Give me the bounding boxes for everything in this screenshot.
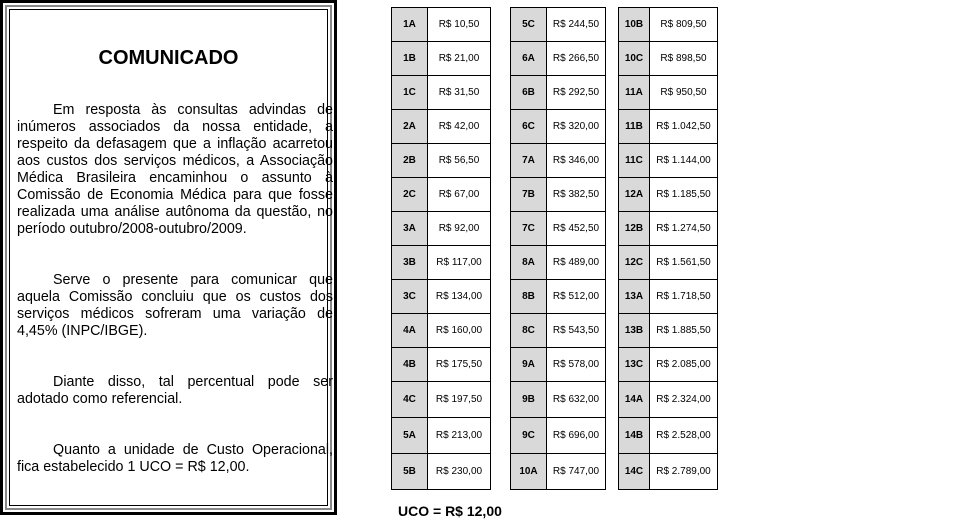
table-row	[619, 212, 718, 246]
table-row	[511, 178, 606, 212]
table-row	[619, 382, 718, 418]
notice-paragraph-3: Diante disso, tal percentual pode ser adotado como referencial.	[17, 374, 333, 407]
table-row	[511, 454, 606, 490]
table-row	[392, 42, 491, 76]
procedure-code: 2B	[392, 144, 428, 178]
table-row	[619, 348, 718, 382]
table-row	[511, 382, 606, 418]
procedure-code: 5A	[392, 418, 428, 454]
procedure-price: R$ 92,00	[428, 212, 491, 246]
procedure-price: R$ 21,00	[428, 42, 491, 76]
table-row	[619, 314, 718, 348]
procedure-code: 10B	[619, 8, 650, 42]
procedure-code: 10C	[619, 42, 650, 76]
procedure-code: 6B	[511, 76, 547, 110]
procedure-code: 8B	[511, 280, 547, 314]
price-table-2	[510, 7, 606, 490]
procedure-price: R$ 543,50	[547, 314, 606, 348]
procedure-code: 3A	[392, 212, 428, 246]
table-row	[511, 42, 606, 76]
procedure-code: 5C	[511, 8, 547, 42]
procedure-price: R$ 950,50	[650, 76, 718, 110]
procedure-code: 2C	[392, 178, 428, 212]
price-table-3	[618, 7, 718, 490]
table-row	[619, 178, 718, 212]
procedure-price: R$ 747,00	[547, 454, 606, 490]
procedure-price: R$ 696,00	[547, 418, 606, 454]
procedure-price: R$ 632,00	[547, 382, 606, 418]
procedure-code: 10A	[511, 454, 547, 490]
table-row	[511, 418, 606, 454]
table-row	[392, 110, 491, 144]
procedure-price: R$ 2.789,00	[650, 454, 718, 490]
procedure-price: R$ 1.885,50	[650, 314, 718, 348]
procedure-code: 3B	[392, 246, 428, 280]
procedure-code: 14B	[619, 418, 650, 454]
table-row	[392, 314, 491, 348]
table-row	[392, 178, 491, 212]
procedure-price: R$ 1.185,50	[650, 178, 718, 212]
table-row	[619, 76, 718, 110]
procedure-code: 8C	[511, 314, 547, 348]
procedure-price: R$ 1.561,50	[650, 246, 718, 280]
procedure-code: 11A	[619, 76, 650, 110]
procedure-code: 5B	[392, 454, 428, 490]
notice-box	[0, 0, 337, 515]
procedure-price: R$ 213,00	[428, 418, 491, 454]
notice-frame	[5, 5, 332, 510]
notice-paragraph-2: Serve o presente para comunicar que aquela Comissão concluiu que os custos dos serviços médicos sofreram uma variação de 4,45% (INPC/IBGE).	[17, 272, 333, 339]
procedure-price: R$ 160,00	[428, 314, 491, 348]
procedure-code: 6C	[511, 110, 547, 144]
procedure-code: 1A	[392, 8, 428, 42]
procedure-code: 12B	[619, 212, 650, 246]
notice-content	[9, 9, 333, 506]
notice-paragraph-1: Em resposta às consultas advindas de inúmeros associados da nossa entidade, a respeito da defasagem que a inflação acarretou aos custos dos serviços médicos, a Associação Médica Brasileira encaminhou o assunto à Comissão de Economia Médica para que fosse realizada uma análise autônoma da questão, no período outubro/2008-outubro/2009.	[17, 102, 333, 237]
notice-title: COMUNICADO	[98, 47, 239, 69]
table-row	[392, 348, 491, 382]
procedure-code: 14C	[619, 454, 650, 490]
procedure-price: R$ 346,00	[547, 144, 606, 178]
procedure-price: R$ 452,50	[547, 212, 606, 246]
procedure-price: R$ 809,50	[650, 8, 718, 42]
table-row	[511, 8, 606, 42]
procedure-code: 12A	[619, 178, 650, 212]
table-row	[511, 144, 606, 178]
notice-paragraph-4: Quanto a unidade de Custo Operacional, fica estabelecido 1 UCO = R$ 12,00.	[17, 442, 333, 475]
table-row	[619, 110, 718, 144]
procedure-code: 7A	[511, 144, 547, 178]
procedure-price: R$ 1.144,00	[650, 144, 718, 178]
table-row	[511, 246, 606, 280]
table-row	[392, 280, 491, 314]
procedure-code: 9C	[511, 418, 547, 454]
price-table-1	[391, 7, 491, 490]
procedure-code: 6A	[511, 42, 547, 76]
procedure-code: 13A	[619, 280, 650, 314]
table-row	[511, 212, 606, 246]
procedure-code: 7B	[511, 178, 547, 212]
procedure-code: 8A	[511, 246, 547, 280]
procedure-code: 3C	[392, 280, 428, 314]
procedure-price: R$ 67,00	[428, 178, 491, 212]
procedure-price: R$ 578,00	[547, 348, 606, 382]
table-row	[511, 348, 606, 382]
uco-value-label: UCO = R$ 12,00	[398, 503, 502, 519]
procedure-code: 4C	[392, 382, 428, 418]
procedure-price: R$ 117,00	[428, 246, 491, 280]
procedure-price: R$ 244,50	[547, 8, 606, 42]
procedure-code: 7C	[511, 212, 547, 246]
table-row	[511, 76, 606, 110]
table-row	[511, 280, 606, 314]
table-row	[619, 280, 718, 314]
procedure-code: 1C	[392, 76, 428, 110]
table-row	[619, 144, 718, 178]
procedure-price: R$ 42,00	[428, 110, 491, 144]
procedure-code: 9B	[511, 382, 547, 418]
procedure-price: R$ 2.528,00	[650, 418, 718, 454]
procedure-code: 11C	[619, 144, 650, 178]
table-row	[392, 246, 491, 280]
procedure-code: 1B	[392, 42, 428, 76]
procedure-price: R$ 1.042,50	[650, 110, 718, 144]
procedure-price: R$ 320,00	[547, 110, 606, 144]
procedure-price: R$ 230,00	[428, 454, 491, 490]
procedure-price: R$ 292,50	[547, 76, 606, 110]
procedure-code: 4A	[392, 314, 428, 348]
table-row	[392, 382, 491, 418]
procedure-code: 12C	[619, 246, 650, 280]
procedure-price: R$ 134,00	[428, 280, 491, 314]
procedure-price: R$ 489,00	[547, 246, 606, 280]
procedure-code: 9A	[511, 348, 547, 382]
table-row	[511, 110, 606, 144]
table-row	[511, 314, 606, 348]
table-row	[619, 8, 718, 42]
procedure-price: R$ 1.718,50	[650, 280, 718, 314]
procedure-price: R$ 1.274,50	[650, 212, 718, 246]
table-row	[392, 454, 491, 490]
procedure-price: R$ 512,00	[547, 280, 606, 314]
procedure-code: 13C	[619, 348, 650, 382]
procedure-price: R$ 382,50	[547, 178, 606, 212]
procedure-code: 13B	[619, 314, 650, 348]
procedure-price: R$ 10,50	[428, 8, 491, 42]
procedure-code: 4B	[392, 348, 428, 382]
table-row	[392, 144, 491, 178]
procedure-price: R$ 2.324,00	[650, 382, 718, 418]
procedure-price: R$ 175,50	[428, 348, 491, 382]
table-row	[392, 8, 491, 42]
procedure-code: 11B	[619, 110, 650, 144]
table-row	[619, 42, 718, 76]
procedure-price: R$ 56,50	[428, 144, 491, 178]
procedure-price: R$ 31,50	[428, 76, 491, 110]
table-row	[392, 212, 491, 246]
table-row	[392, 76, 491, 110]
table-row	[619, 246, 718, 280]
procedure-code: 2A	[392, 110, 428, 144]
table-row	[619, 418, 718, 454]
procedure-price: R$ 2.085,00	[650, 348, 718, 382]
procedure-price: R$ 197,50	[428, 382, 491, 418]
table-row	[392, 418, 491, 454]
procedure-price: R$ 266,50	[547, 42, 606, 76]
procedure-code: 14A	[619, 382, 650, 418]
procedure-price: R$ 898,50	[650, 42, 718, 76]
table-row	[619, 454, 718, 490]
